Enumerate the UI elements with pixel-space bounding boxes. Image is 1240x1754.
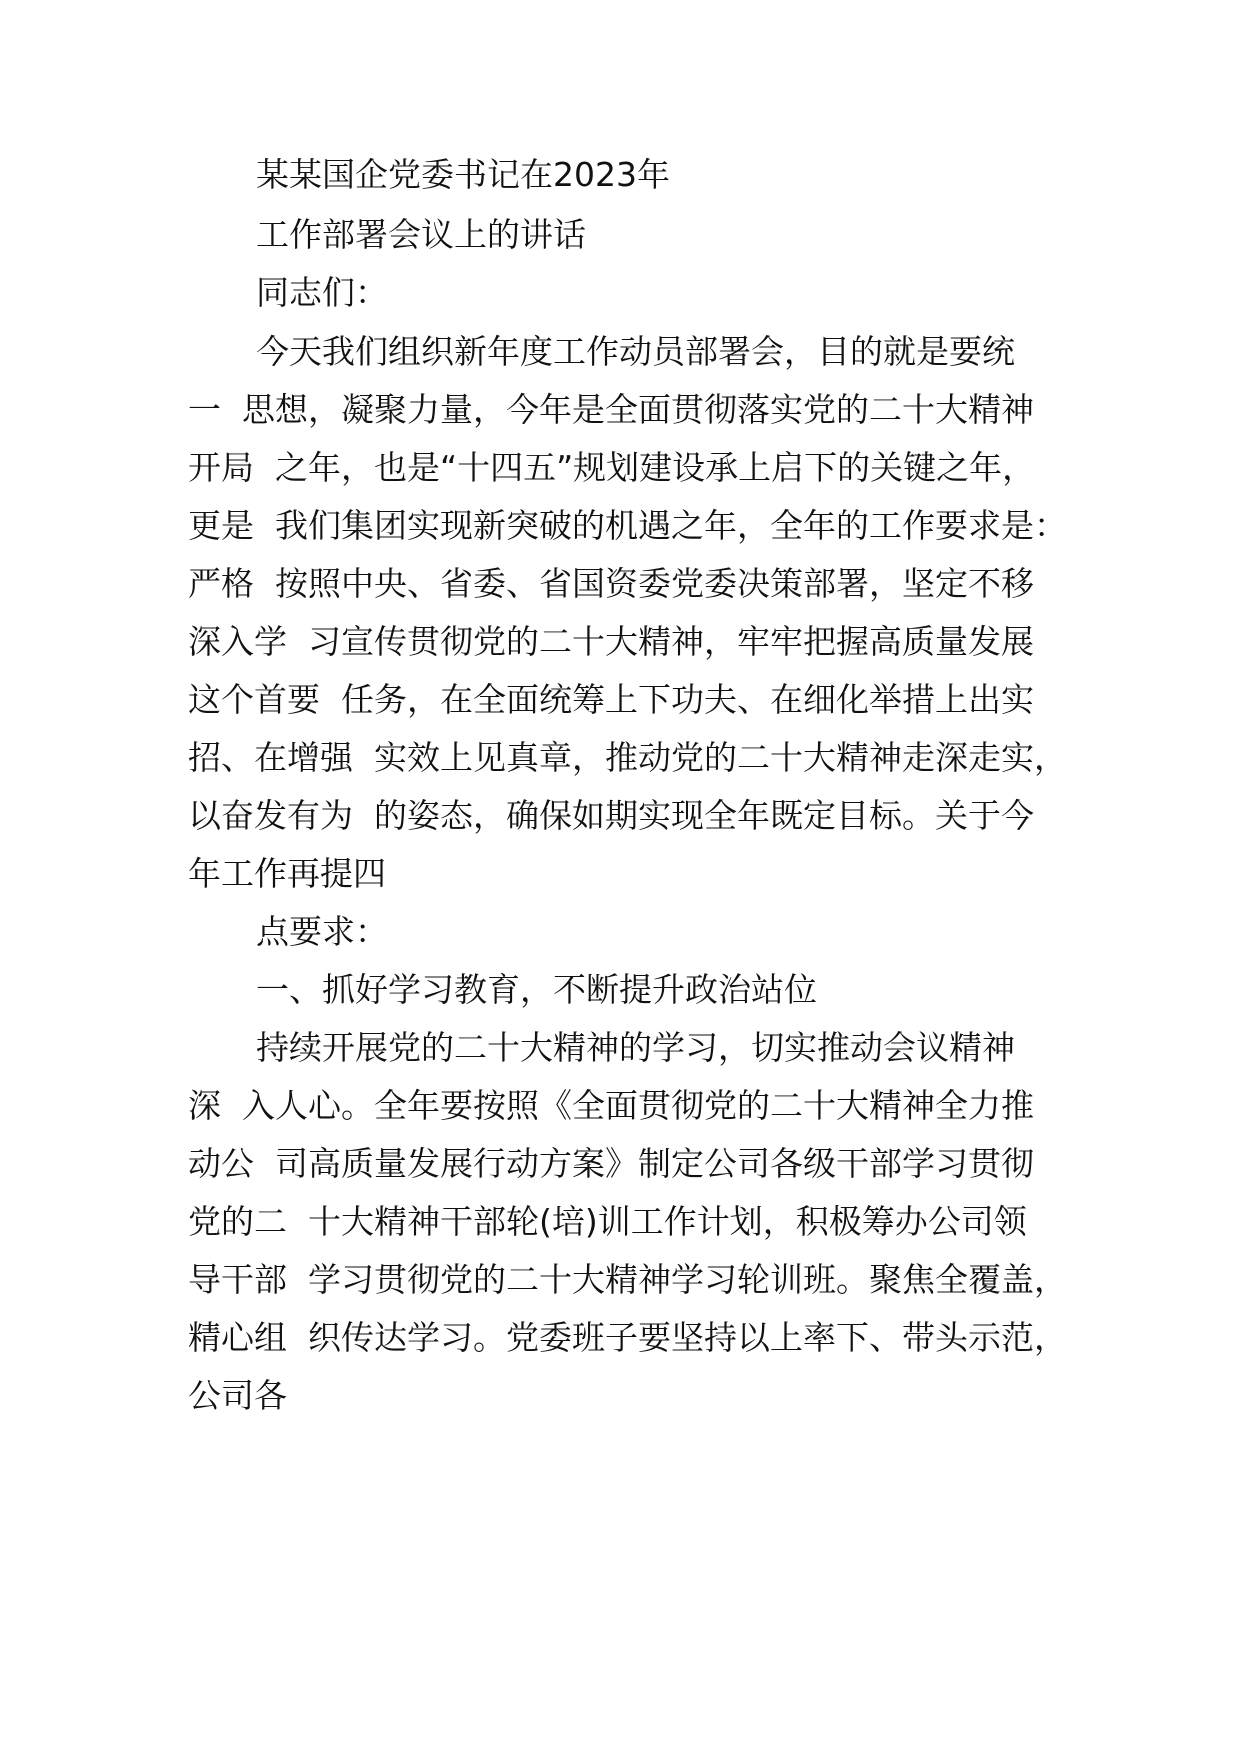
body-line: 招、在增强 实效上见真章，推动党的二十大精神走深走实， <box>188 738 1067 777</box>
body-line: 一 思想，凝聚力量，今年是全面贯彻落实党的二十大精神 <box>188 390 1034 429</box>
body-line: 动公 司高质量发展行动方案》制定公司各级干部学习贯彻 <box>188 1144 1034 1183</box>
body-line: 党的二 十大精神干部轮(培)训工作计划，积极筹办公司领 <box>188 1202 1027 1241</box>
body-line: 精心组 织传达学习。党委班子要坚持以上率下、带头示范， <box>188 1318 1067 1357</box>
body-line: 持续开展党的二十大精神的学习，切实推动会议精神 <box>256 1028 1015 1067</box>
body-line: 点要求： <box>256 912 388 951</box>
title-line-1: 某某国企党委书记在2023年 <box>256 155 670 194</box>
section-heading: 一、抓好学习教育，不断提升政治站位 <box>256 970 817 1009</box>
body-line: 开局 之年，也是“十四五”规划建设承上启下的关键之年， <box>188 448 1036 487</box>
salutation: 同志们： <box>256 273 388 312</box>
title-line-2: 工作部署会议上的讲话 <box>256 215 586 254</box>
body-line: 深入学 习宣传贯彻党的二十大精神，牢牢把握高质量发展 <box>188 622 1034 661</box>
body-line: 年工作再提四 <box>188 854 386 893</box>
body-line: 深 入人心。全年要按照《全面贯彻党的二十大精神全力推 <box>188 1086 1034 1125</box>
body-line: 这个首要 任务，在全面统筹上下功夫、在细化举措上出实 <box>188 680 1034 719</box>
body-line: 严格 按照中央、省委、省国资委党委决策部署，坚定不移 <box>188 564 1034 603</box>
body-line: 以奋发有为 的姿态，确保如期实现全年既定目标。关于今 <box>188 796 1034 835</box>
body-line: 更是 我们集团实现新突破的机遇之年，全年的工作要求是： <box>188 506 1067 545</box>
body-line: 公司各 <box>188 1376 287 1415</box>
body-line: 今天我们组织新年度工作动员部署会，目的就是要统 <box>256 332 1015 371</box>
body-line: 导干部 学习贯彻党的二十大精神学习轮训班。聚焦全覆盖， <box>188 1260 1067 1299</box>
